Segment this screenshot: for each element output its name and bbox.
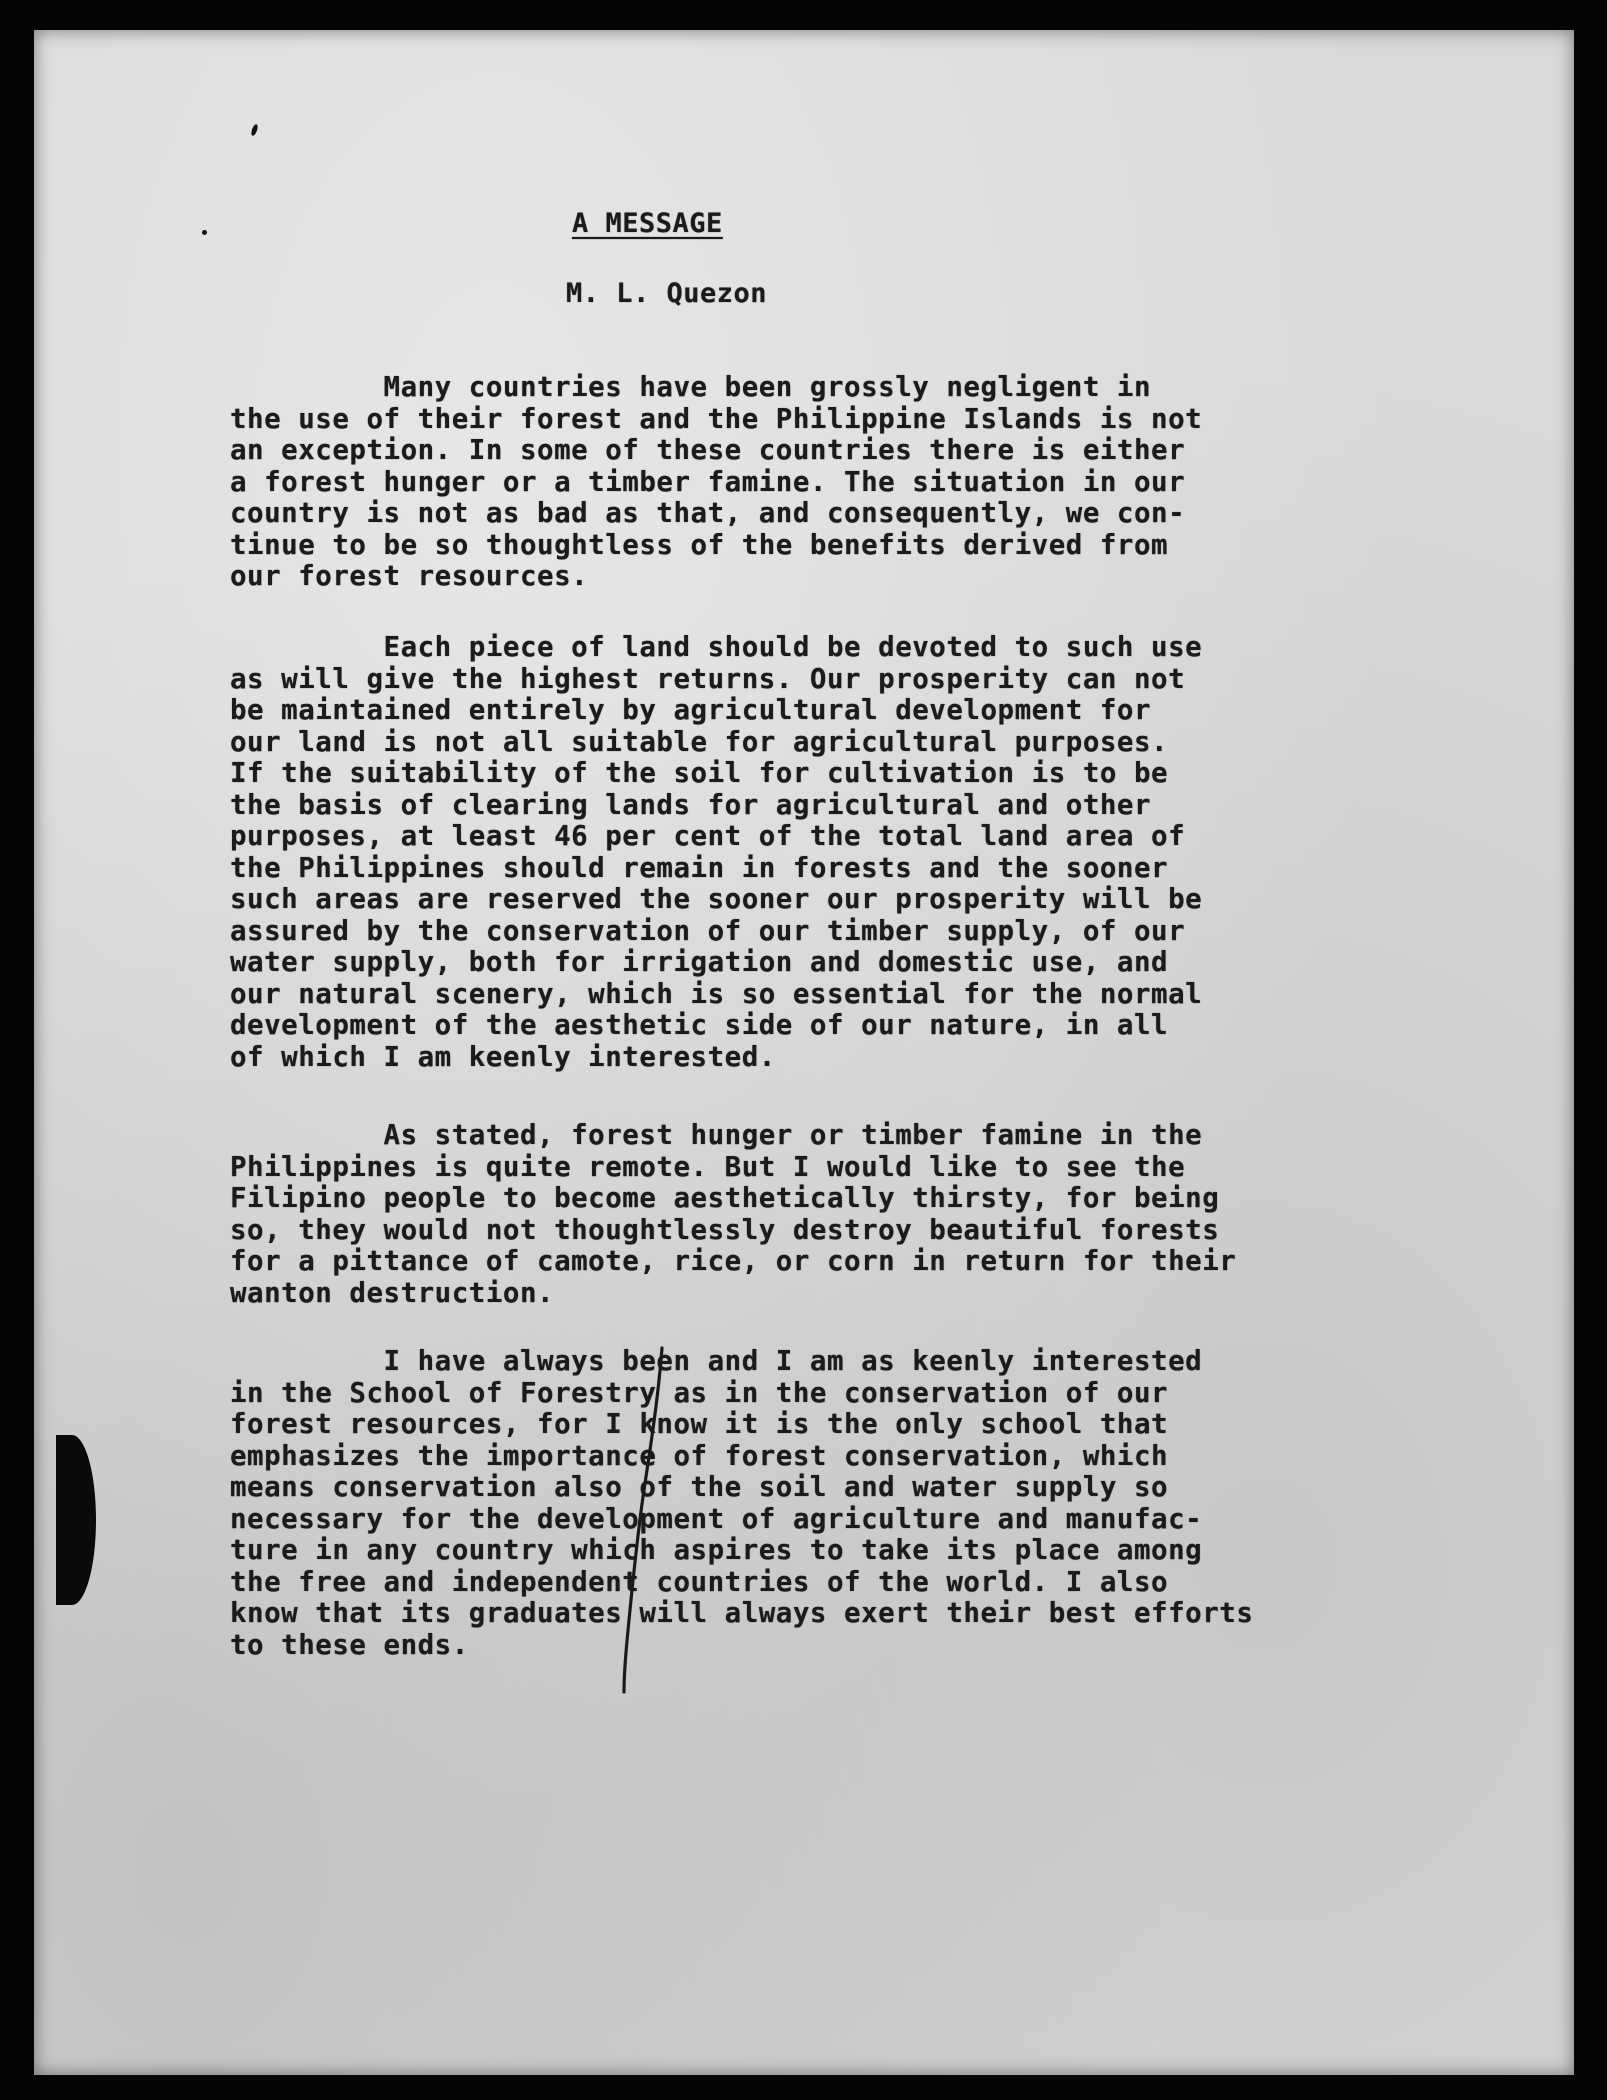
paragraph-line: assured by the conservation of our timber supply, of our xyxy=(230,914,1186,947)
ink-speck xyxy=(202,230,207,235)
paragraph-3 xyxy=(230,1120,1410,1309)
paragraph-2 xyxy=(230,632,1410,1073)
torn-paper-edge xyxy=(56,1435,96,1605)
paragraph-line: country is not as bad as that, and consequently, we con- xyxy=(230,497,1186,529)
paragraph-line: the Philippines should remain in forests and the sooner xyxy=(230,851,1169,884)
document-title: A MESSAGE xyxy=(572,208,723,239)
paragraph-line: our forest resources. xyxy=(230,560,589,592)
paragraph-4 xyxy=(230,1346,1410,1661)
paragraph-line: wanton destruction. xyxy=(230,1276,555,1309)
paragraph-line: I have always been and I am as keenly interested xyxy=(230,1345,1203,1377)
paragraph-line: necessary for the development of agriculture and manufac- xyxy=(230,1502,1203,1535)
paragraph-line: means conservation also of the soil and water supply so xyxy=(230,1471,1169,1503)
paragraph-line: know that its graduates will always exert their best efforts xyxy=(230,1597,1254,1629)
paragraph-line: As stated, forest hunger or timber famine in the xyxy=(230,1119,1203,1151)
paragraph-line: Each piece of land should be devoted to such use xyxy=(230,631,1203,663)
paragraph-line: water supply, both for irrigation and domestic use, and xyxy=(230,946,1169,978)
paragraph-line: in the School of Forestry as in the conservation of our xyxy=(230,1376,1169,1409)
paragraph-line: a forest hunger or a timber famine. The situation in our xyxy=(230,465,1186,498)
paragraph-line: Philippines is quite remote. But I would like to see the xyxy=(230,1150,1186,1183)
paragraph-line: to these ends. xyxy=(230,1628,469,1661)
paragraph-line: as will give the highest returns. Our prosperity can not xyxy=(230,662,1186,695)
paragraph-line: ture in any country which aspires to take its place among xyxy=(230,1534,1203,1566)
paragraph-line: the free and independent countries of the world. I also xyxy=(230,1565,1169,1598)
paragraph-line: forest resources, for I know it is the only school that xyxy=(230,1408,1169,1440)
paragraph-line: emphasizes the importance of forest conservation, which xyxy=(230,1439,1169,1472)
paragraph-line: the use of their forest and the Philippine Islands is not xyxy=(230,402,1203,435)
document-author: M. L. Quezon xyxy=(566,278,768,309)
paragraph-line: our natural scenery, which is so essential for the normal xyxy=(230,977,1203,1010)
paragraph-line: Many countries have been grossly negligent in xyxy=(230,371,1152,403)
paragraph-line: the basis of clearing lands for agricultural and other xyxy=(230,788,1152,821)
paragraph-line: our land is not all suitable for agricultural purposes. xyxy=(230,725,1169,758)
paragraph-line: If the suitability of the soil for cultivation is to be xyxy=(230,757,1169,789)
paragraph-line: purposes, at least 46 per cent of the total land area of xyxy=(230,820,1186,852)
paragraph-line: tinue to be so thoughtless of the benefits derived from xyxy=(230,528,1169,561)
paragraph-1 xyxy=(230,372,1410,593)
paragraph-line: be maintained entirely by agricultural development for xyxy=(230,694,1152,726)
paragraph-line: development of the aesthetic side of our nature, in all xyxy=(230,1009,1169,1041)
paragraph-line: for a pittance of camote, rice, or corn in return for their xyxy=(230,1245,1237,1277)
paragraph-line: an exception. In some of these countries there is either xyxy=(230,434,1186,466)
ink-speck xyxy=(250,124,259,137)
paragraph-line: of which I am keenly interested. xyxy=(230,1040,776,1073)
paragraph-line: Filipino people to become aesthetically thirsty, for being xyxy=(230,1182,1220,1214)
paragraph-line: so, they would not thoughtlessly destroy beautiful forests xyxy=(230,1213,1220,1246)
paragraph-line: such areas are reserved the sooner our prosperity will be xyxy=(230,883,1203,915)
